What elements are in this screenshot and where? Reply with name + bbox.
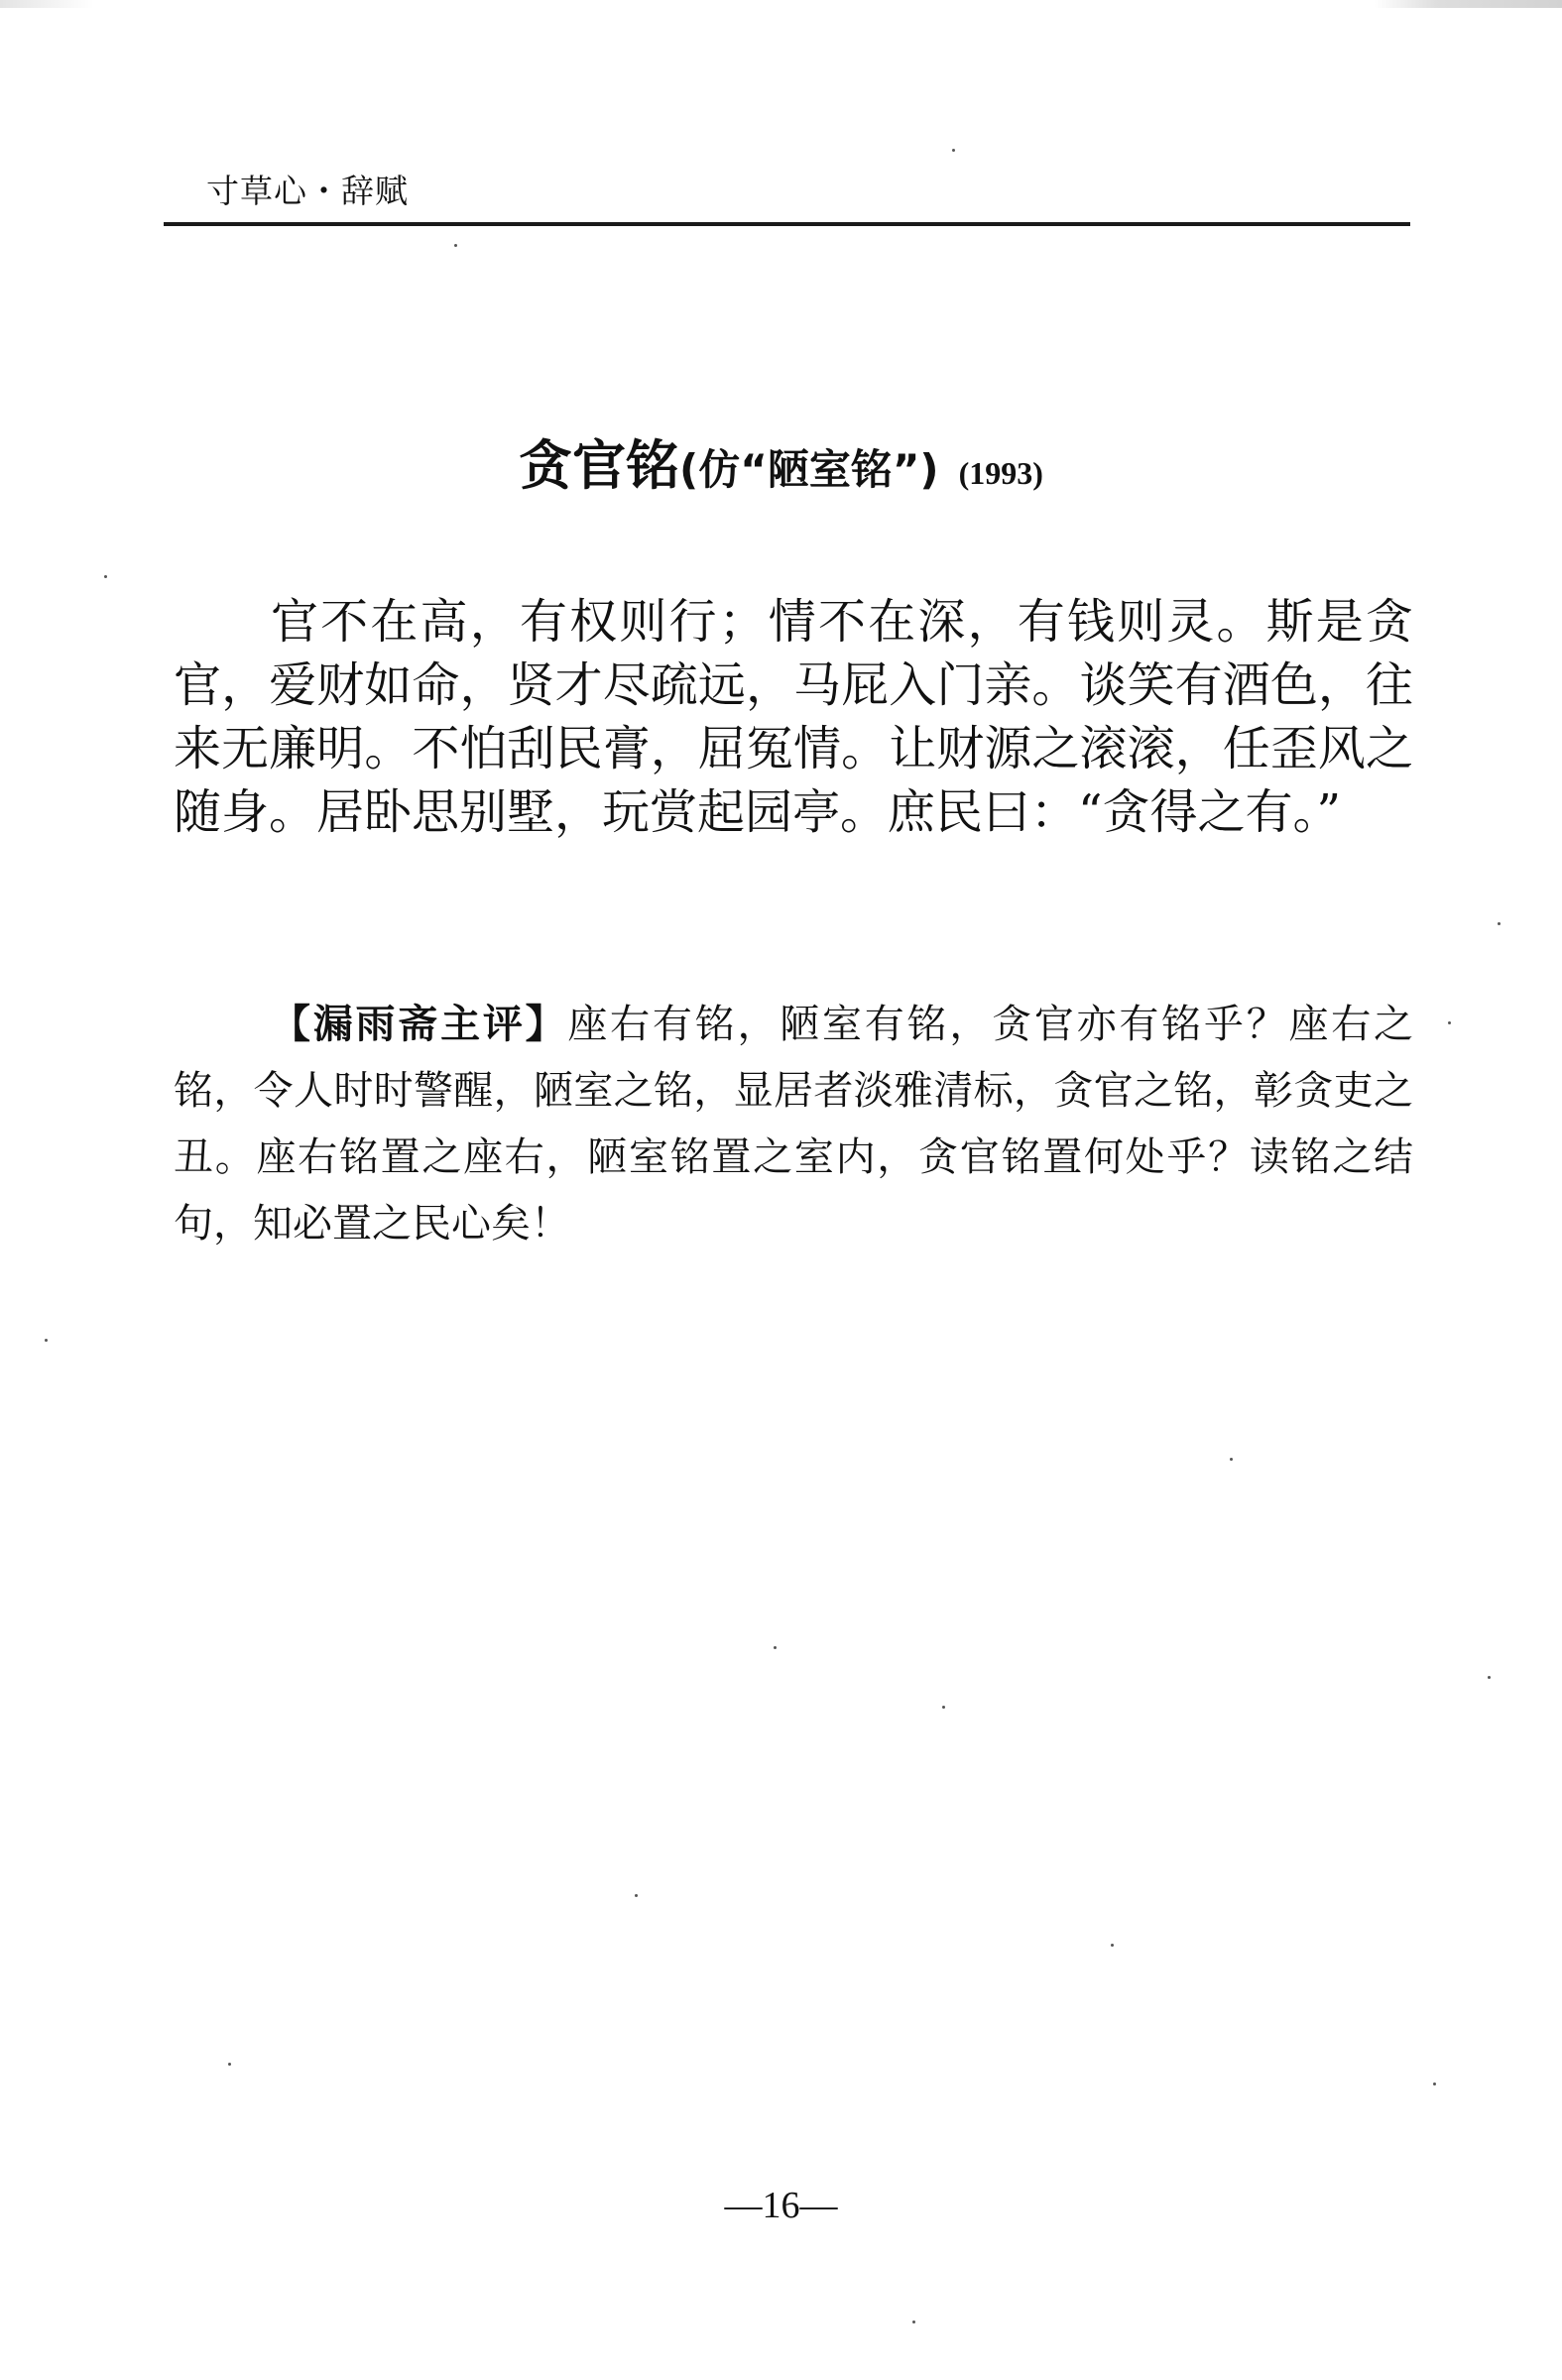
scan-speck (1230, 1458, 1233, 1461)
article-title (0, 434, 1562, 497)
title-year: (1993) (958, 455, 1043, 491)
title-subtitle: (仿“陋室铭”) (679, 445, 939, 494)
commentary-heading: 【漏雨斋主评】 (271, 1002, 568, 1047)
scan-speck (454, 244, 457, 247)
page-number: —16— (724, 2185, 838, 2226)
scan-speck (1111, 1944, 1114, 1947)
scan-speck (104, 575, 107, 578)
scan-speck (635, 1894, 638, 1897)
running-head: 寸草心・辞赋 (206, 172, 409, 210)
scan-speck (228, 2063, 231, 2066)
scan-speck (1488, 1676, 1491, 1679)
scan-edge (0, 0, 1562, 8)
scan-speck (1433, 2082, 1436, 2085)
scan-speck (774, 1646, 777, 1649)
poem-body: 官不在高，有权则行；情不在深，有钱则灵。斯是贪官，爱财如命，贤才尽疏远，马屁入门亲。谈笑有酒色，往来无廉明。不怕刮民膏，屈冤情。让财源之滚滚，任歪风之随身。居卧思别墅，玩赏起园亭。庶民曰：“贪得之有。” (174, 594, 1413, 840)
scan-speck (952, 149, 955, 152)
scan-speck (1448, 1021, 1451, 1024)
scan-speck (942, 1706, 945, 1709)
scan-speck (912, 2320, 915, 2323)
scan-speck (1498, 922, 1501, 925)
header-rule (164, 222, 1410, 226)
title-main: 贪官铭 (519, 434, 680, 497)
scan-speck (45, 1339, 48, 1342)
commentary (174, 992, 1413, 1257)
commentary-text: 座右有铭，陋室有铭，贪官亦有铭乎？座右之铭，令人时时警醒，陋室之铭，显居者淡雅清标，贪官之铭，彰贪吏之丑。座右铭置之座右，陋室铭置之室内，贪官铭置何处乎？读铭之结句，知必置之民心矣！ (174, 1002, 1414, 1247)
